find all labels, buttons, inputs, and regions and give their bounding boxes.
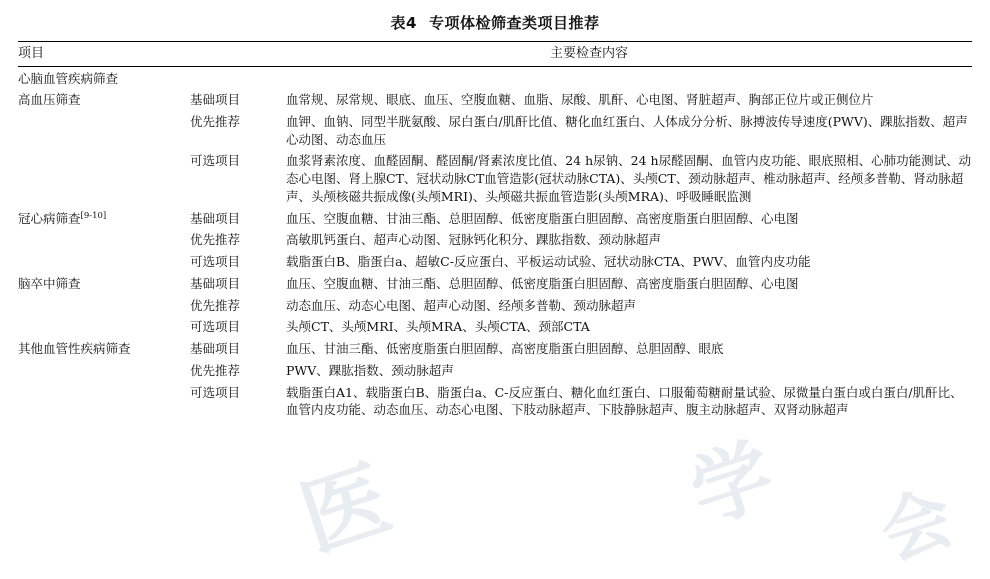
- table-row: [18, 273, 972, 295]
- table-row: [18, 208, 972, 230]
- row-content: 头颅CT、头颅MRI、头颅MRA、头颅CTA、颈部CTA: [286, 319, 590, 335]
- row-label: 优先推荐: [190, 297, 241, 313]
- row-label: 优先推荐: [190, 362, 241, 378]
- row-content: PWV、踝肱指数、颈动脉超声: [286, 362, 454, 378]
- table-row: [18, 89, 972, 111]
- group-name: 高血压筛查: [18, 92, 81, 108]
- row-label: 基础项目: [190, 341, 241, 357]
- row-content: 血常规、尿常规、眼底、血压、空腹血糖、血脂、尿酸、肌酐、心电图、肾脏超声、胸部正位片或正侧位片: [286, 92, 874, 108]
- header-cell-item: 项目: [18, 42, 286, 67]
- row-label: 基础项目: [190, 92, 241, 108]
- table-number: 表4: [390, 14, 417, 32]
- row-label: 可选项目: [190, 153, 241, 169]
- row-label: 可选项目: [190, 319, 241, 335]
- row-content: 血浆肾素浓度、血醛固酮、醛固酮/肾素浓度比值、24 h尿钠、24 h尿醛固酮、血管内皮功能、眼底照相、心肺功能测试、动态心电图、肾上腺CT、冠状动脉CT血管造影(冠状动脉CTA)、头颅CT、颈动脉超声、椎动脉超声、经颅多普勒、肾动脉超声、头颅核磁共振成像(头颅MRI)、头颅磁共振血管造影(头颅MRA)、呼吸睡眠监测: [286, 153, 972, 204]
- header-content-label: 主要检查内容: [549, 46, 628, 61]
- row-label: 可选项目: [190, 254, 241, 270]
- recommendation-table: [18, 41, 972, 421]
- group-name: 脑卒中筛查: [18, 275, 81, 291]
- row-content: 血压、甘油三酯、低密度脂蛋白胆固醇、高密度脂蛋白胆固醇、总胆固醇、眼底: [286, 341, 724, 357]
- section-title: 心脑血管疾病筛查: [18, 71, 119, 87]
- watermark-glyph-right: 会: [870, 474, 963, 576]
- group-ref: [9-10]: [80, 210, 107, 221]
- header-cell-content: [286, 42, 972, 67]
- row-label: 基础项目: [190, 275, 241, 291]
- watermark-glyph-left: 医: [288, 447, 402, 571]
- row-label: 优先推荐: [190, 232, 241, 248]
- section-row: [18, 67, 972, 89]
- group-name: 其他血管性疾病筛查: [18, 341, 131, 357]
- row-content: 血钾、血钠、同型半胱氨酸、尿白蛋白/肌酐比值、糖化血红蛋白、人体成分分析、脉搏波传导速度(PWV)、踝肱指数、超声心动图、动态血压: [286, 113, 968, 147]
- row-label: 优先推荐: [190, 113, 241, 129]
- row-content: 载脂蛋白B、脂蛋白a、超敏C-反应蛋白、平板运动试验、冠状动脉CTA、PWV、血管内皮功能: [286, 254, 811, 270]
- table-header-row: [18, 42, 972, 67]
- table-caption: [18, 12, 972, 33]
- watermark-glyph-mid: 学: [679, 426, 785, 541]
- group-name: 冠心病筛查[9-10]: [18, 210, 107, 226]
- table-row: [18, 338, 972, 360]
- row-content: 高敏肌钙蛋白、超声心动图、冠脉钙化积分、踝肱指数、颈动脉超声: [286, 232, 662, 248]
- table-title: 专项体检筛查类项目推荐: [428, 14, 600, 32]
- row-label: 基础项目: [190, 210, 241, 226]
- row-label: 可选项目: [190, 384, 241, 400]
- row-content: 血压、空腹血糖、甘油三酯、总胆固醇、低密度脂蛋白胆固醇、高密度脂蛋白胆固醇、心电图: [286, 210, 799, 226]
- row-content: 血压、空腹血糖、甘油三酯、总胆固醇、低密度脂蛋白胆固醇、高密度脂蛋白胆固醇、心电图: [286, 275, 799, 291]
- row-content: 动态血压、动态心电图、超声心动图、经颅多普勒、颈动脉超声: [286, 297, 637, 313]
- row-content: 载脂蛋白A1、载脂蛋白B、脂蛋白a、C-反应蛋白、糖化血红蛋白、口服葡萄糖耐量试验、尿微量白蛋白或白蛋白/肌酐比、血管内皮功能、动态血压、动态心电图、下肢动脉超声、下肢静脉超声、腹主动脉超声、双肾动脉超声: [286, 384, 963, 418]
